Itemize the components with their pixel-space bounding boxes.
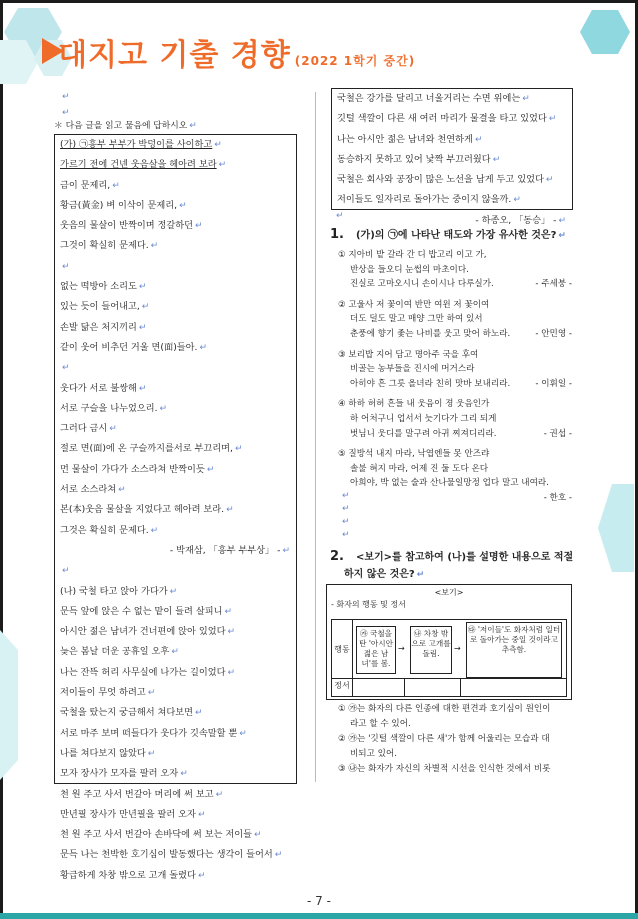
passage-b-text: 저이들도 일자리로 돌아가는 중이지 않을까. (337, 194, 512, 206)
option-line (338, 327, 572, 342)
option-line (338, 462, 572, 477)
passage-a-text: 금이 문제리, (60, 179, 111, 191)
passage-a-line: 가르기 전에 건넨 웃음살을 헤아려 보라 ↵ (60, 159, 227, 171)
option-text: ⑤ 질방석 내지 마라, 낙엽엔들 못 안즈랴 (338, 449, 490, 460)
passage-a-text: 만년필 장사가 만년필을 팔러 오자 (60, 808, 196, 820)
option-text: 비되고 있어. (350, 749, 397, 759)
bogi-title: <보기> (434, 588, 464, 597)
passage-a-line: 천 원 주고 사서 번갈아 머리에 써 보고 ↵ (60, 788, 224, 800)
title-text: 대지고 기출 경향 (58, 38, 291, 73)
passage-a-text: 웃음의 물살이 반짝이며 정갈하던 (60, 220, 194, 232)
question-2: 2. <보기>를 참고하여 (나)를 설명한 내용으로 적절 하지 않은 것은? ↵ (330, 549, 574, 580)
passage-a-text: 가르기 전에 건넨 웃음살을 헤아려 보라 (60, 159, 217, 171)
option-line (338, 263, 572, 278)
passage-a-text: 천 원 주고 사서 번갈아 머리에 써 보고 (60, 788, 214, 800)
bogi-subtitle: - 화자의 행동 및 정서 (331, 600, 406, 609)
option-line (338, 476, 572, 491)
question-2-option-line (338, 762, 574, 777)
passage-b-line: - 하종오, 「동승」 - ↵ (475, 214, 566, 226)
passage-a-text: 본(本)웃음 물살을 지었다고 헤아려 보라. (60, 504, 225, 516)
title-subtitle: (2022 1학기 중간) (294, 54, 416, 68)
passage-a-line: 나는 잔뜩 허리 사무실에 나가는 길이었다 ↵ (60, 666, 236, 678)
option-text: 비골는 농부들을 진시에 머거스라 (350, 364, 475, 375)
question-1-option-2 (338, 298, 572, 342)
passage-a-line: 절로 면(面)에 온 구슬까지를서로 부끄리며, ↵ (60, 443, 243, 455)
passage-a-line: 천 원 주고 사서 번갈아 손바닥에 써 보는 저이들 ↵ (60, 829, 262, 841)
bogi-box (326, 584, 572, 700)
passage-a-line: 국철을 탔는지 궁금해서 쳐다보면 ↵ (60, 707, 203, 719)
hexagon-decoration-right (588, 474, 634, 584)
question-2-text-cont: 하지 않은 것은? (344, 569, 415, 580)
passage-a-line: ↵ (62, 566, 70, 577)
option-author: - 한호 - (543, 492, 572, 503)
empty-line: ↵ (336, 211, 344, 221)
passage-a-line: ↵ (62, 363, 70, 374)
passage-a-line: 있는 듯이 들어내고, ↵ (60, 301, 150, 313)
passage-a-line: 금이 문제리, ↵ (60, 179, 120, 191)
hexagon-decoration-top-right (578, 4, 634, 60)
passage-a-line: 서로 구슬을 나누었으리. ↵ (60, 402, 168, 414)
passage-a-line: 없는 떡방아 소리도 ↵ (60, 281, 147, 293)
passage-a-text: 나는 잔뜩 허리 사무실에 나가는 길이었다 (60, 666, 226, 678)
option-text: 진실로 고마오시니 손이시나 다루실가. (350, 279, 494, 290)
hexagon-decoration-left (0, 620, 40, 790)
passage-a-line: 그것이 확실히 문제다. ↵ (60, 240, 159, 252)
column-divider (315, 92, 316, 782)
passage-a-text: 서로 마주 보며 떠들다가 웃다가 깃속말할 뿐 (60, 727, 238, 739)
question-1-option-1 (338, 248, 572, 292)
row-label-emotion: 정서 (334, 681, 350, 690)
passage-a-text: 그것이 확실히 문제다. (60, 240, 149, 252)
passage-b-text: 국철은 강가를 달리고 너울거리는 수면 위에는 (337, 93, 521, 104)
passage-b-line: 국철은 회사와 공장이 많은 노선을 남게 두고 있었다 ↵ (337, 174, 554, 186)
instruction: ＊ 다음 글을 읽고 물음에 답하시오 ↵ (54, 121, 197, 131)
passage-a-text: 저이들이 무엇 하려고 (60, 687, 146, 699)
option-text: 라고 할 수 있어. (350, 719, 411, 729)
option-text: ④ 하하 허허 흔들 내 웃음이 졍 웃음인가 (338, 399, 490, 410)
passage-a-text: 그러다 금시 (60, 423, 108, 435)
option-text: ① 지아비 밭 갈라 간 디 밥고리 이고 가, (338, 250, 487, 260)
passage-a-line: 황급하게 차창 밖으로 고개 돌렸다 ↵ (60, 869, 206, 881)
passage-a-text: 모자 장사가 모자를 팔러 오자 (60, 768, 179, 780)
option-line (338, 427, 572, 442)
passage-a-line: 웃음의 물살이 반짝이며 정갈하던 ↵ (60, 220, 203, 232)
question-2-option-line (338, 702, 574, 717)
passage-a-text: 서로 소스라쳐 (60, 484, 117, 496)
passage-a-line: 서로 소스라쳐 ↵ (60, 484, 126, 496)
passage-a-text: 늦은 봄날 더운 공휴일 오후 (60, 646, 170, 658)
passage-a-line: 그러다 금시 ↵ (60, 423, 117, 435)
option-text: 벗님니 웃디를 말구려 아귀 찌져디리라. (350, 428, 497, 439)
question-2-option-line (338, 747, 574, 762)
page-title (58, 30, 415, 74)
passage-b-lines (332, 89, 572, 231)
option-author-line (338, 491, 572, 506)
option-text: ③ 보리밥 지어 담고 명아주 국을 후여 (338, 349, 479, 360)
question-2-number: 2. (330, 549, 344, 564)
passage-a-text: 문득 앞에 앉은 수 없는 맡이 들려 살피니 (60, 605, 223, 617)
passage-a-line: 저이들이 무엇 하려고 ↵ (60, 687, 156, 699)
option-line (338, 298, 572, 313)
passage-a-line: 문득 앞에 앉은 수 없는 맡이 들려 살피니 ↵ (60, 605, 232, 617)
passage-a-line: 먼 물살이 가다가 소스라쳐 반짝이듯 ↵ (60, 463, 215, 475)
option-author: - 권섭 - (543, 428, 572, 439)
option-line (338, 362, 572, 377)
passage-a-line: 만년필 장사가 만년필을 팔러 오자 ↵ (60, 808, 206, 820)
option-text: 반상을 들오디 눈썹의 마초이다. (350, 264, 469, 275)
passage-a-text: 웃다가 서로 불쌍해 (60, 382, 137, 394)
option-line (338, 348, 572, 363)
passage-b-text: 동승하지 못하고 있어 낯짝 부끄러웠다 (337, 153, 491, 165)
option-line (338, 397, 572, 412)
passage-box-b (331, 88, 573, 226)
question-1: 1. (가)의 ㉠에 나타난 태도와 가장 유사한 것은? ↵ (330, 227, 566, 242)
passage-box-a (54, 134, 297, 881)
option-text: 솔불 혀지 마라, 어제 진 둘 도다 온다 (350, 463, 489, 474)
passage-a-text: 없는 떡방아 소리도 (60, 281, 137, 293)
passage-a-text: 있는 듯이 들어내고, (60, 301, 140, 313)
empty-line: ↵ (62, 108, 70, 119)
passage-a-line: 아시안 젊은 남녀가 건너편에 앉아 있었다 ↵ (60, 626, 236, 638)
passage-b-text: - 하종오, 「동승」 - (475, 214, 557, 226)
bottom-accent-bar (0, 913, 638, 919)
option-text: ② 고울사 저 꽃이여 반만 여윈 저 꽃이여 (338, 299, 490, 310)
bogi-cell-2: ㉯ 차창 밖으로 고개를 돌림. (410, 626, 452, 674)
passage-a-line: 같이 웃어 비추던 거울 면(面)들아. ↵ (60, 341, 208, 353)
passage-a-text: (가) ㉠흥부 부부가 박덩이를 사이하고 (60, 139, 213, 150)
passage-a-text: 국철을 탔는지 궁금해서 쳐다보면 (60, 707, 194, 719)
passage-a-line: 문득 나는 천박한 호기심이 발동했다는 생각이 들어서 ↵ (60, 849, 283, 861)
passage-a-text: 절로 면(面)에 온 구슬까지를서로 부끄리며, (60, 443, 233, 455)
arrow-icon: → (454, 644, 461, 653)
option-text: 하 어처구니 업서서 늣기다가 그리 되게 (350, 413, 497, 424)
arrow-icon: → (398, 644, 405, 653)
question-1-option-5 (338, 447, 572, 505)
passage-a-line: 황금(黃金) 벼 이삭이 문제리, ↵ (60, 199, 187, 211)
passage-b-line: 나는 아시안 젊은 남녀와 천연하게 ↵ (337, 133, 483, 145)
passage-b-text: 국철은 회사와 공장이 많은 노선을 남게 두고 있었다 (337, 174, 544, 186)
option-text: ② ㉮는 '깃털 색깔이 다른 새'가 함께 어울리는 모습과 대 (338, 734, 550, 744)
passage-a-text: (나) 국철 타고 앉아 가다가 (60, 585, 168, 597)
option-author: - 안민영 - (535, 328, 572, 339)
option-line (338, 248, 572, 263)
passage-a-line: 손발 닮은 처지끼리 ↵ (60, 321, 147, 333)
option-text: 춘풍에 향기 좇는 나비를 웃고 맞어 하노라. (350, 328, 511, 339)
question-1-option-4 (338, 397, 572, 441)
passage-a-text: 황금(黃金) 벼 이삭이 문제리, (60, 199, 178, 211)
passage-a-line: - 박재삼, 「흥부 부부상」 - ↵ (169, 544, 290, 556)
passage-a-line: 모자 장사가 모자를 팔러 오자 ↵ (60, 768, 188, 780)
passage-b-line: 동승하지 못하고 있어 낯짝 부끄러웠다 ↵ (337, 153, 501, 165)
passage-a-text: 황급하게 차창 밖으로 고개 돌렸다 (60, 869, 196, 881)
question-2-text: <보기>를 참고하여 (나)를 설명한 내용으로 적절 (355, 552, 574, 563)
passage-a-line: 늦은 봄날 더운 공휴일 오후 ↵ (60, 646, 179, 658)
passage-a-text: - 박재삼, 「흥부 부부상」 - (169, 544, 281, 556)
option-author: - 이휘일 - (535, 378, 572, 389)
question-1-number: 1. (330, 227, 344, 242)
passage-a-text: 같이 웃어 비추던 거울 면(面)들아. (60, 341, 198, 353)
row-label-action: 행동 (332, 620, 353, 678)
option-text: 아희야, 박 없는 술과 산나물일망정 업다 말고 내여라. (350, 478, 549, 489)
passage-a-text: 그것은 확실히 문제다. (60, 524, 149, 536)
option-line (338, 312, 572, 327)
empty-line: ↵ (62, 92, 70, 102)
passage-a-text: 아시안 젊은 남녀가 건너편에 앉아 있었다 (60, 626, 226, 638)
page-number: - 7 - (307, 894, 331, 908)
passage-a-text: 먼 물살이 가다가 소스라쳐 반짝이듯 (60, 463, 205, 475)
passage-a-line: 웃다가 서로 불쌍해 ↵ (60, 382, 147, 394)
spacer-lines: ↵ ↵ ↵ ↵ (342, 491, 350, 540)
passage-a-line: 그것은 확실히 문제다. ↵ (60, 524, 159, 536)
option-author: - 주세붕 - (535, 279, 572, 290)
passage-a-line: 서로 마주 보며 떠들다가 웃다가 깃속말할 뿐 ↵ (60, 727, 247, 739)
passage-a-line: (나) 국철 타고 앉아 가다가 ↵ (60, 585, 178, 597)
passage-a-line: 본(本)웃음 물살을 지었다고 헤아려 보라. ↵ (60, 504, 234, 516)
option-text: ③ ㉯는 화자가 자신의 차별적 시선을 인식한 것에서 비롯 (338, 764, 551, 774)
passage-a-lines (55, 135, 296, 886)
passage-b-line: 깃털 색깔이 다른 새 여러 마리가 물결을 타고 있었다 ↵ (337, 113, 557, 125)
passage-b-line: 저이들도 일자리로 돌아가는 중이지 않을까. ↵ (337, 194, 521, 206)
passage-b-text: 나는 아시안 젊은 남녀와 천연하게 (337, 133, 473, 145)
passage-a-text: 나를 쳐다보지 않았다 (60, 747, 146, 759)
passage-b-line: 국철은 강가를 달리고 너울거리는 수면 위에는 ↵ (337, 93, 530, 104)
question-1-text: (가)의 ㉠에 나타난 태도와 가장 유사한 것은? (355, 230, 557, 241)
passage-a-text: 문득 나는 천박한 호기심이 발동했다는 생각이 들어서 (60, 849, 273, 861)
option-line (338, 377, 572, 392)
passage-b-text: 깃털 색깔이 다른 새 여러 마리가 물결을 타고 있었다 (337, 113, 547, 125)
option-line (338, 412, 572, 427)
passage-a-line: (가) ㉠흥부 부부가 박덩이를 사이하고 ↵ (60, 139, 222, 150)
passage-a-text: 서로 구슬을 나누었으리. (60, 402, 158, 414)
passage-a-text: 손발 닮은 처지끼리 (60, 321, 137, 333)
passage-a-line: 나를 쳐다보지 않았다 ↵ (60, 747, 156, 759)
option-line (338, 447, 572, 462)
question-1-option-3 (338, 348, 572, 392)
bogi-cell-1: ㉮ 국철을 탄 '아시안 젊은 남녀'를 봄. (356, 626, 396, 674)
question-2-option-line (338, 717, 574, 732)
question-1-options (338, 248, 572, 512)
bogi-table (331, 619, 567, 697)
question-2-options (338, 702, 574, 777)
option-line (338, 277, 572, 292)
bogi-cell-3: ㉰ '저이들'도 화자처럼 일터로 돌아가는 중일 것이라고 추측함. (466, 622, 562, 678)
passage-a-line: ↵ (62, 261, 70, 272)
passage-a-text: 천 원 주고 사서 번갈아 손바닥에 써 보는 저이들 (60, 829, 252, 841)
option-text: ① ㉮는 화자의 다른 인종에 대한 편견과 호기심이 원인이 (338, 704, 551, 714)
question-2-option-line (338, 732, 574, 747)
option-text: 더도 덜도 말고 매양 그만 하여 있서 (350, 314, 483, 325)
option-text: 아히야 흔 그릇 올녀라 친히 맛바 보내리라. (350, 378, 511, 389)
